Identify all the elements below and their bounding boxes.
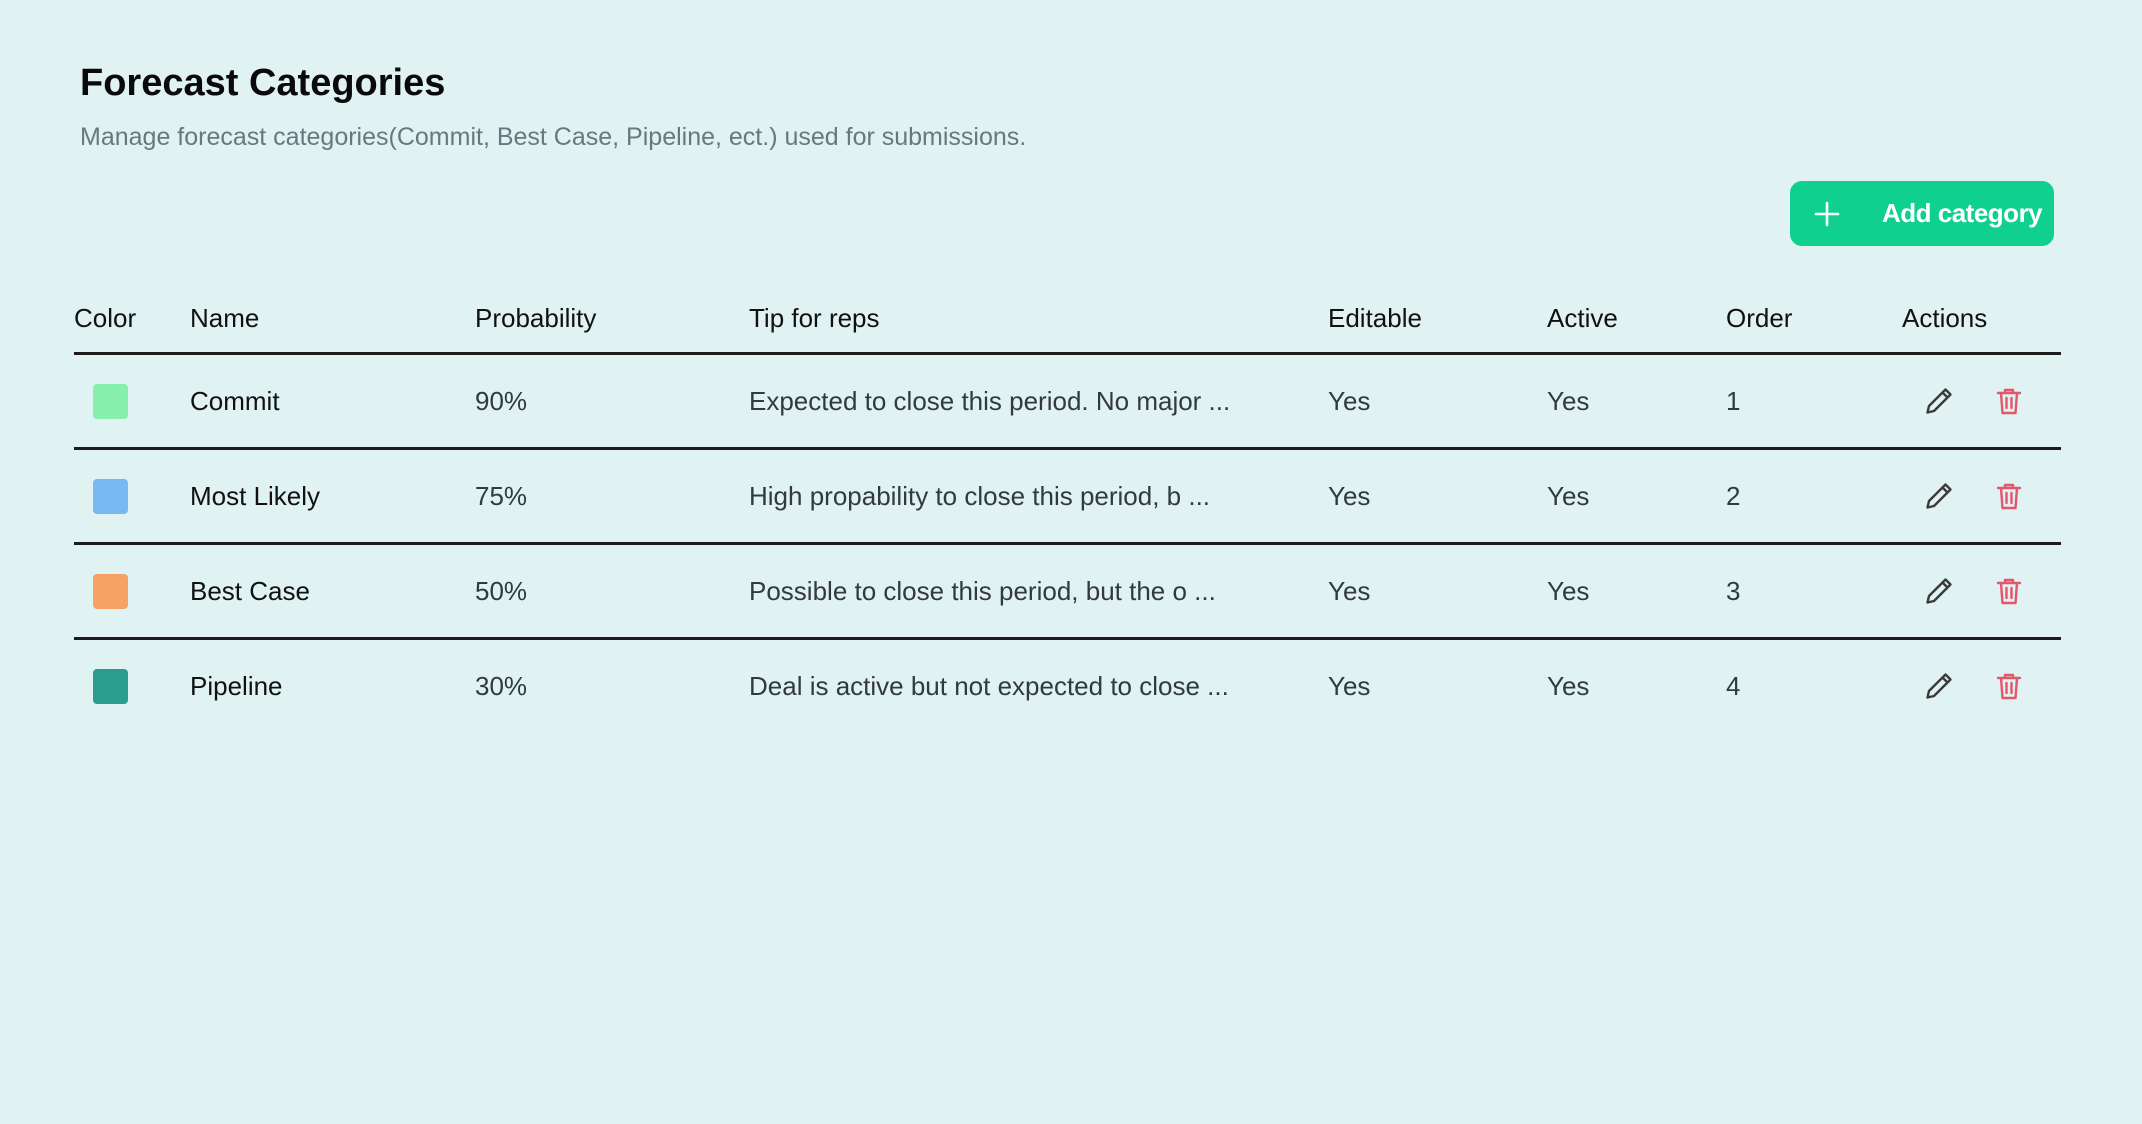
column-header-tip: Tip for reps bbox=[749, 284, 1328, 354]
color-swatch bbox=[93, 669, 128, 704]
column-header-order: Order bbox=[1726, 284, 1902, 354]
category-editable: Yes bbox=[1328, 449, 1547, 544]
row-actions bbox=[1902, 575, 2061, 607]
color-swatch bbox=[93, 574, 128, 609]
row-actions bbox=[1902, 385, 2061, 417]
table-row bbox=[74, 449, 2061, 544]
page-title: Forecast Categories bbox=[80, 62, 446, 104]
table-header-row bbox=[74, 284, 2061, 354]
category-order: 3 bbox=[1726, 544, 1902, 639]
category-active: Yes bbox=[1547, 354, 1726, 449]
category-name: Pipeline bbox=[190, 670, 283, 701]
trash-icon[interactable] bbox=[1993, 480, 2025, 512]
category-editable: Yes bbox=[1328, 670, 1371, 701]
category-tip: Possible to close this period, but the o ... bbox=[749, 544, 1328, 639]
category-probability: 30% bbox=[475, 670, 528, 701]
category-probability: 90% bbox=[475, 354, 749, 449]
trash-icon[interactable] bbox=[1993, 670, 2025, 702]
table-row bbox=[74, 354, 2061, 449]
category-active: Yes bbox=[1547, 544, 1726, 639]
trash-icon[interactable] bbox=[1993, 575, 2025, 607]
column-header-color: Color bbox=[74, 284, 190, 354]
table-row bbox=[74, 544, 2061, 639]
plus-icon bbox=[1814, 201, 1840, 227]
category-tip: Expected to close this period. No major ... bbox=[749, 354, 1328, 449]
row-actions bbox=[1902, 670, 2061, 702]
category-order: 4 bbox=[1726, 670, 1741, 701]
category-name: Best Case bbox=[190, 544, 475, 639]
column-header-editable: Editable bbox=[1328, 284, 1547, 354]
trash-icon[interactable] bbox=[1993, 385, 2025, 417]
category-tip: High propability to close this period, b ... bbox=[749, 449, 1328, 544]
row-actions bbox=[1902, 480, 2061, 512]
color-swatch bbox=[93, 479, 128, 514]
category-order: 1 bbox=[1726, 354, 1902, 449]
table-row bbox=[74, 639, 2061, 733]
pencil-icon[interactable] bbox=[1923, 385, 1955, 417]
category-editable: Yes bbox=[1328, 544, 1547, 639]
category-name: Most Likely bbox=[190, 449, 475, 544]
category-name: Commit bbox=[190, 354, 475, 449]
pencil-icon[interactable] bbox=[1923, 670, 1955, 702]
category-probability: 75% bbox=[475, 449, 749, 544]
add-category-button[interactable] bbox=[1790, 181, 2054, 246]
category-active: Yes bbox=[1547, 449, 1726, 544]
category-tip: Deal is active but not expected to close ... bbox=[749, 670, 1229, 701]
column-header-actions: Actions bbox=[1902, 284, 2061, 354]
column-header-probability: Probability bbox=[475, 284, 749, 354]
column-header-active: Active bbox=[1547, 284, 1726, 354]
page-subtitle: Manage forecast categories(Commit, Best Case, Pipeline, ect.) used for submissions. bbox=[80, 123, 1027, 151]
category-editable: Yes bbox=[1328, 354, 1547, 449]
categories-table bbox=[74, 284, 2061, 732]
category-order: 2 bbox=[1726, 449, 1902, 544]
column-header-name: Name bbox=[190, 284, 475, 354]
color-swatch bbox=[93, 384, 128, 419]
category-probability: 50% bbox=[475, 544, 749, 639]
category-active: Yes bbox=[1547, 670, 1590, 701]
add-category-label: Add category bbox=[1882, 198, 2043, 228]
pencil-icon[interactable] bbox=[1923, 575, 1955, 607]
pencil-icon[interactable] bbox=[1923, 480, 1955, 512]
